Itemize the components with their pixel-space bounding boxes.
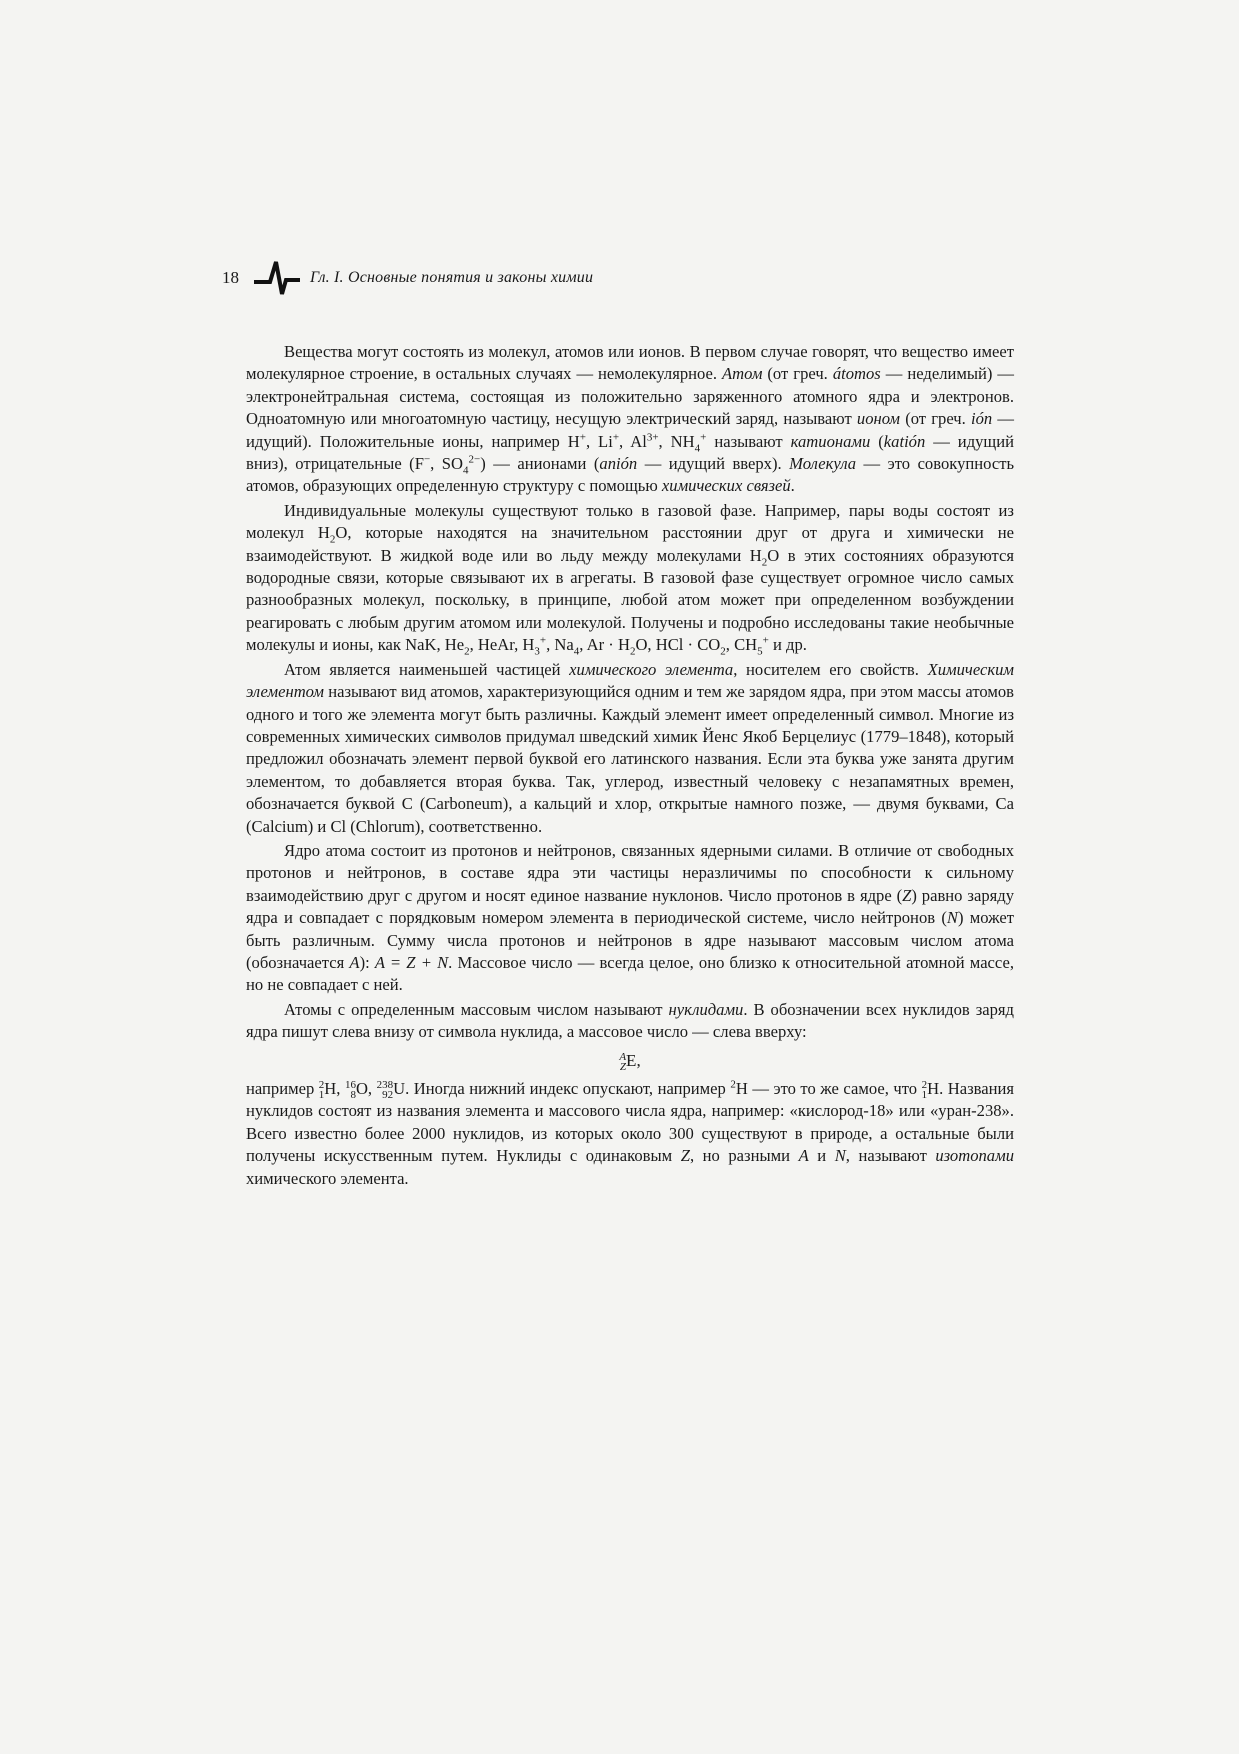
paragraph-5 [246,999,1014,1044]
text: (от греч. [762,364,833,384]
page-number: 18 [222,268,239,287]
subscript: 4 [694,441,701,454]
text: Индивидуальные молекулы существуют только в газовой фазе. Например, пары воды состоят из молекул H [246,500,1014,543]
greek-word: katión [883,431,926,451]
text: , Ar · H [579,635,630,655]
term-chemical-bonds: химических связей [661,476,791,496]
paragraph-4 [246,840,1014,997]
nuclide-indices [922,1080,928,1100]
mass-number-equation: A = Z + N [374,952,449,972]
paragraph-6 [246,1078,1014,1190]
text: ): [359,952,375,972]
text: . [790,476,795,496]
charge-index: 1 [921,1089,928,1102]
element-symbol: H [735,1079,748,1098]
text: Вещества могут состоять из молекул, атомов или ионов. В первом случае говорят, что вещество имеет молекулярное строение, в остальных случаях — немолекулярное. [246,342,1014,384]
charge: 2− [468,453,481,466]
text: , SO [430,454,464,474]
nuclide-indices [345,1080,356,1100]
text: — идущий вверх). [637,454,790,474]
text: O в этих состояниях образуются водородные связи, которые связывают их в агрегаты. В газовой фазе существует огромное число самых разнообразных молекул, поскольку, в принципе, любой атом может при определенном возбуждении реагировать с любым другим атомом или молекулой. Получены и подробно исследованы такие необычные молекулы и ионы, как NaK, He [246,545,1014,655]
text: ) может быть различным. Сумму числа протонов и нейтронов в ядре называют массовым числом атома (обозначается [246,908,1014,972]
text: , Li [585,431,613,451]
subscript: 2 [761,555,768,568]
text: — идущий). Положительные ионы, например H [246,409,1015,451]
text: , [367,1079,377,1098]
subscript: 4 [573,645,580,658]
symbol-a: A [349,952,360,972]
text: , HeAr, H [469,635,535,655]
nuclide-indices [619,1052,626,1072]
element-symbol: U [393,1079,406,1098]
mass-index: A [619,1050,627,1063]
mass-index: 238 [376,1079,394,1092]
text: — это совокупность атомов, образующих определенную структуру с помощью [246,454,1015,496]
nuclide-indices [319,1080,325,1100]
term-ion: ионом [856,409,900,429]
text: . Названия нуклидов состоят из названия элемента и массового числа ядра, например: «кислород-18» или «уран-238». Всего известно более 2000 нуклидов, из которых около 300 существуют в природе, а остальные были получены искусственным путем. Нуклиды с одинаковым [246,1079,1015,1166]
subscript: 3 [534,645,540,658]
text: называют [706,431,791,451]
symbol-n: N [946,908,958,928]
term-cation: катионами [790,431,871,451]
text: . В обозначении всех нуклидов заряд ядра пишут слева внизу от символа нуклида, а массовое число — слева вверху: [246,999,1014,1042]
subscript: 2 [720,645,726,658]
mass-index: 2 [318,1079,325,1092]
text: называют вид атомов, характеризующийся одним и тем же зарядом ядра, при этом массы атомов одного и того же элемента могут быть различны. Каждый элемент имеет определенный символ. Многие из современных химических символов придумал шведский химик Йенс Якоб Берцелиус (1779–1848), который предложил обозначать элемент первой буквой его латинского названия. Если эта буква уже занята другим элементом, то добавляется вторая буква. Так, углерод, известный человеку с незапамятных времен, обозначается буквой C (Carboneum), а кальций и хлор, открытые намного позже, — двумя буквами, Ca (Calcium) и Cl (Chlorum), соответственно. [246,682,1014,836]
text: (от греч. [900,409,971,429]
text: . Иногда нижний индекс опускают, например [405,1079,731,1098]
charge-index: 8 [350,1089,356,1102]
charge: + [762,634,769,647]
text: . Массовое число — всегда целое, оно близко к относительной атомной массе, но не совпадает с ней. [246,952,1015,995]
subscript: 4 [463,464,469,477]
charge-index: 92 [382,1089,394,1102]
subscript: 2 [629,645,636,658]
charge-index: Z [619,1060,627,1073]
term-atom: Атом [722,364,763,384]
body-text [246,341,1014,1192]
charge: + [612,431,620,444]
text: химического элемента. [246,1168,409,1188]
element-symbol: H [927,1079,940,1098]
text: , [636,1050,641,1070]
term-chemical-element-def: Химическим элементом [246,659,1014,702]
charge: − [423,453,431,466]
symbol-z: Z [902,885,912,905]
text: Ядро атома состоит из протонов и нейтронов, связанных ядерными силами. В отличие от свободных протонов и нейтронов, в составе ядра эти частицы неразличимы по способности к сильному взаимодействию друг с другом и носят единое название нуклонов. Число протонов в ядре ( [246,840,1014,905]
running-title: Гл. I. Основные понятия и законы химии [310,269,594,286]
charge-index: 1 [318,1089,325,1102]
text: , носителем его свойств. [733,659,928,679]
paragraph-2 [246,500,1014,657]
greek-word: átomos [832,364,881,384]
text: , Na [546,635,574,655]
text: и др. [768,635,807,655]
mass-index: 2 [730,1078,736,1091]
text: , NH [658,431,695,451]
term-molecule: Молекула [789,454,857,474]
text: Атомы с определенным массовым числом называют [284,999,669,1019]
charge: + [579,431,586,444]
text: — неделимый) — электронейтральная система, состоящая из положительно заряженного атомного ядра и электронов. Одноатомную или многоатомную частицу, несущую электрический заряд, называют [246,364,1015,429]
text: ) равно заряду ядра и совпадает с порядковым номером элемента в периодической системе, число нейтронов ( [246,885,1014,928]
text: ( [870,431,884,451]
element-symbol: H [324,1079,337,1098]
element-symbol: E [626,1050,637,1070]
paragraph-1 [246,341,1014,498]
subscript: 2 [464,645,470,658]
charge: + [539,634,547,647]
text: O, HCl · CO [635,635,721,655]
subscript: 5 [757,645,763,658]
symbol-z: Z [680,1146,690,1166]
text: ) — анионами ( [480,454,600,474]
nuclide-notation-formula [246,1050,1014,1072]
symbol-n: N [834,1146,846,1166]
text: и [808,1146,835,1166]
charge: + [700,431,707,444]
greek-word: ión [971,409,993,429]
text: — идущий вниз), отрицательные (F [246,431,1014,474]
page-header [222,258,593,298]
mass-index: 2 [921,1079,928,1092]
text: например [246,1079,319,1098]
paragraph-3 [246,659,1014,838]
text: , называют [845,1146,936,1166]
text: , Al [619,431,647,451]
term-nuclides: нуклидами [668,999,744,1019]
mass-index: 16 [344,1079,356,1092]
subscript: 2 [329,533,336,546]
text: O, которые находятся на значительном расстоянии друг от друга и химически не взаимодействуют. В жидкой воде или во льду между молекулами H [246,523,1014,565]
heartbeat-pulse-icon [252,258,302,298]
text: — это то же самое, что [747,1079,922,1098]
text: Атом является наименьшей частицей [284,659,570,679]
element-symbol: O [355,1079,368,1098]
nuclide-indices [377,1080,394,1100]
greek-word: anión [599,454,638,474]
text: , CH [725,635,758,655]
charge: 3+ [646,431,659,444]
text: , но разными [689,1146,799,1166]
text: , [336,1079,345,1098]
term-isotopes: изотопами [935,1146,1014,1166]
symbol-a: A [798,1146,809,1166]
term-chemical-element: химического элемента [569,659,734,679]
